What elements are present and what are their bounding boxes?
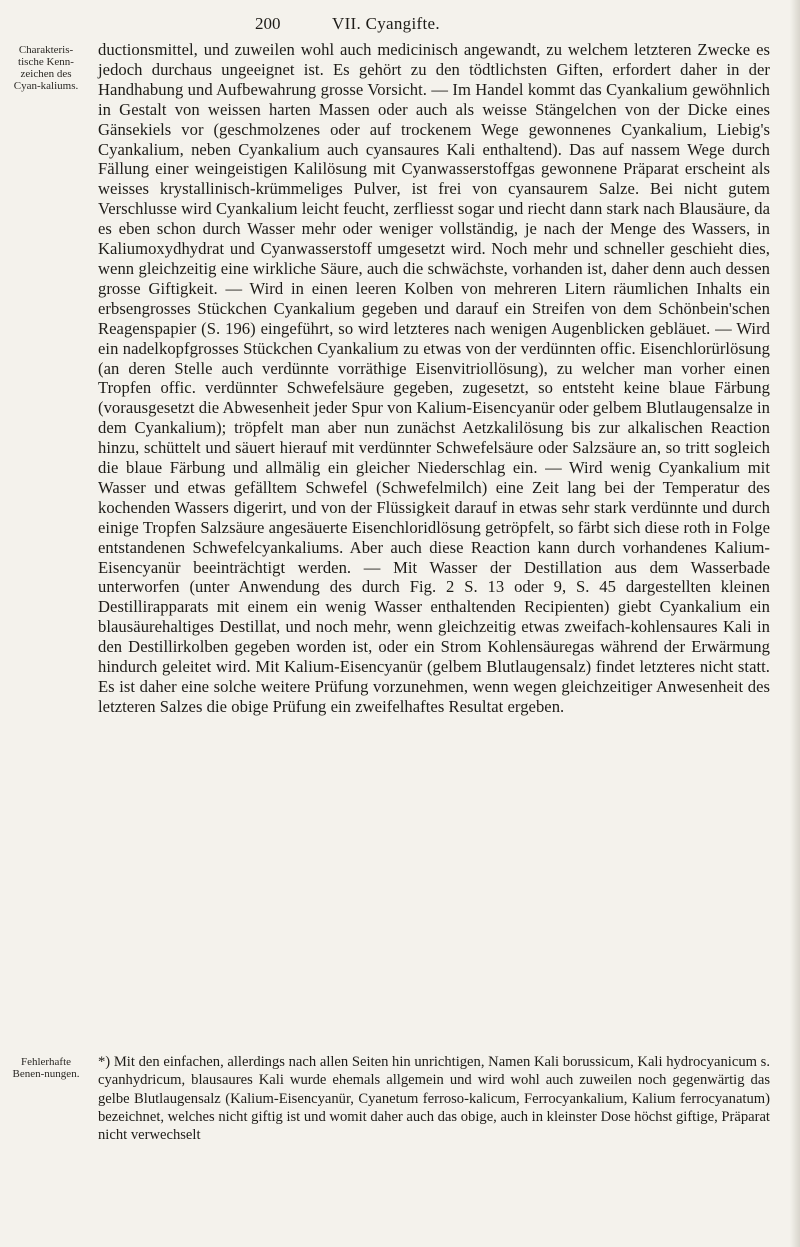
- margin-note-characteristics: Charakteris-tische Kenn-zeichen des Cyan-kaliums.: [13, 44, 79, 92]
- footnote-text: *) Mit den einfachen, allerdings nach allen Seiten hin unrichtigen, Namen Kali borussicum, Kali hydrocyanicum s. cyanhydricum, blausaures Kali wurde ehemals allgemein und wird wohl auch zuweilen noch gegenwärtig das gelbe Blutlaugensalz (Kalium-Eisencyanür, Cyanetum ferroso-kalicum, Ferrocyankalium, Kalium ferrocyanatum) bezeichnet, welches nicht giftig ist und womit daher auch das obige, auch in kleinster Dose höchst giftige, Präparat nicht verwechselt: [98, 1054, 770, 1144]
- main-text: [98, 40, 770, 717]
- footnote: [98, 1053, 770, 1144]
- page-edge-shadow: [790, 0, 800, 1247]
- chapter-title: VII. Cyangifte.: [332, 14, 440, 33]
- body-paragraph: ductionsmittel, und zuweilen wohl auch medicinisch angewandt, zu welchem letzteren Zwecke es jedoch durchaus ungeeignet ist. Es gehört zu den tödtlichsten Giften, erfordert daher in der Handhabung und Aufbewahrung grosse Vorsicht. — Im Handel kommt das Cyankalium gewöhnlich in Gestalt von weissen harten Massen oder auch als weisse Stängelchen von der Dicke eines Gänsekiels vor (geschmolzenes oder auf trockenem Wege gewonnenes Cyankalium, Liebig's Cyankalium, neben Cyankalium auch cyansaures Kali enthaltend). Das auf nassem Wege durch Fällung einer weingeistigen Kalilösung mit Cyanwasserstoffgas gewonnene Präparat erscheint als weisses krystallinisch-krümmeliges Pulver, ist frei von cyansaurem Salze. Bei nicht gutem Verschlusse wird Cyankalium leicht feucht, zerfliesst sogar und riecht dann stark nach Blausäure, da es eben schon durch Wasser mehr oder weniger vollständig, je nach der Menge des Wassers, in Kaliumoxydhydrat und Cyanwasserstoff umgesetzt wird. Noch mehr und schneller geschieht dies, wenn gleichzeitig eine wirkliche Säure, auch die schwächste, vorhanden ist, daher denn auch dessen grosse Giftigkeit. — Wird in einen leeren Kolben von mehreren Litern räumlichen Inhalts ein erbsengrosses Stückchen Cyankalium gegeben und darauf ein Streifen von dem Schönbein'schen Reagenspapier (S. 196) eingeführt, so wird letzteres nach wenigen Augenblicken gebläuet. — Wird ein nadelkopfgrosses Stückchen Cyankalium zu etwas von der verdünnten offic. Eisenchlorürlösung (an deren Stelle auch verdünnte vorräthige Eisenvitriollösung), zu welcher man vorher einen Tropfen offic. verdünnter Schwefelsäure gegeben, zugesetzt, so entsteht keine blaue Färbung (vorausgesetzt die Abwesenheit jeder Spur von Kalium-Eisencyanür oder gelbem Blutlaugensalze in dem Cyankalium); tröpfelt man aber nun zunächst Aetzkalilösung bis zur alkalischen Reaction hinzu, schüttelt und säuert hierauf mit verdünnter Schwefelsäure oder Salzsäure an, so tritt sogleich die blaue Färbung und allmälig ein gleicher Niederschlag ein. — Wird wenig Cyankalium mit Wasser und etwas gefälltem Schwefel (Schwefelmilch) eine Zeit lang bei der Temperatur des kochenden Wassers digerirt, und von der Flüssigkeit darauf in etwas sehr stark verdünnte und durch einige Tropfen Salzsäure angesäuerte Eisenchloridlösung getröpfelt, so färbt sich diese roth in Folge entstandenen Schwefelcyankaliums. Aber auch diese Reaction kann durch vorhandenes Kalium-Eisencyanür beeinträchtigt werden. — Mit Wasser der Destillation aus dem Wasserbade unterworfen (unter Anwendung des durch Fig. 2 S. 13 oder 9, S. 45 dargestellten kleinen Destillirapparats mit einem ein wenig Wasser enthaltenden Recipienten) giebt Cyankalium ein blausäurehaltiges Destillat, und noch mehr, wenn gleichzeitig etwas zweifach-kohlensaures Kali in den Destillirkolben gegeben worden ist, oder ein Strom Kohlensäuregas während der Erwärmung hindurch geleitet wird. Mit Kalium-Eisencyanür (gelbem Blutlaugensalz) findet letzteres nicht statt. Es ist daher eine solche weitere Prüfung vorzunehmen, wenn wegen gleichzeitiger Anwesenheit des letzteren Salzes die obige Prüfung ein zweifelhaftes Resultat ergeben.: [98, 40, 770, 716]
- margin-note-misnomers: Fehlerhafte Benen-nungen.: [12, 1056, 80, 1080]
- page-number: 200: [255, 14, 281, 33]
